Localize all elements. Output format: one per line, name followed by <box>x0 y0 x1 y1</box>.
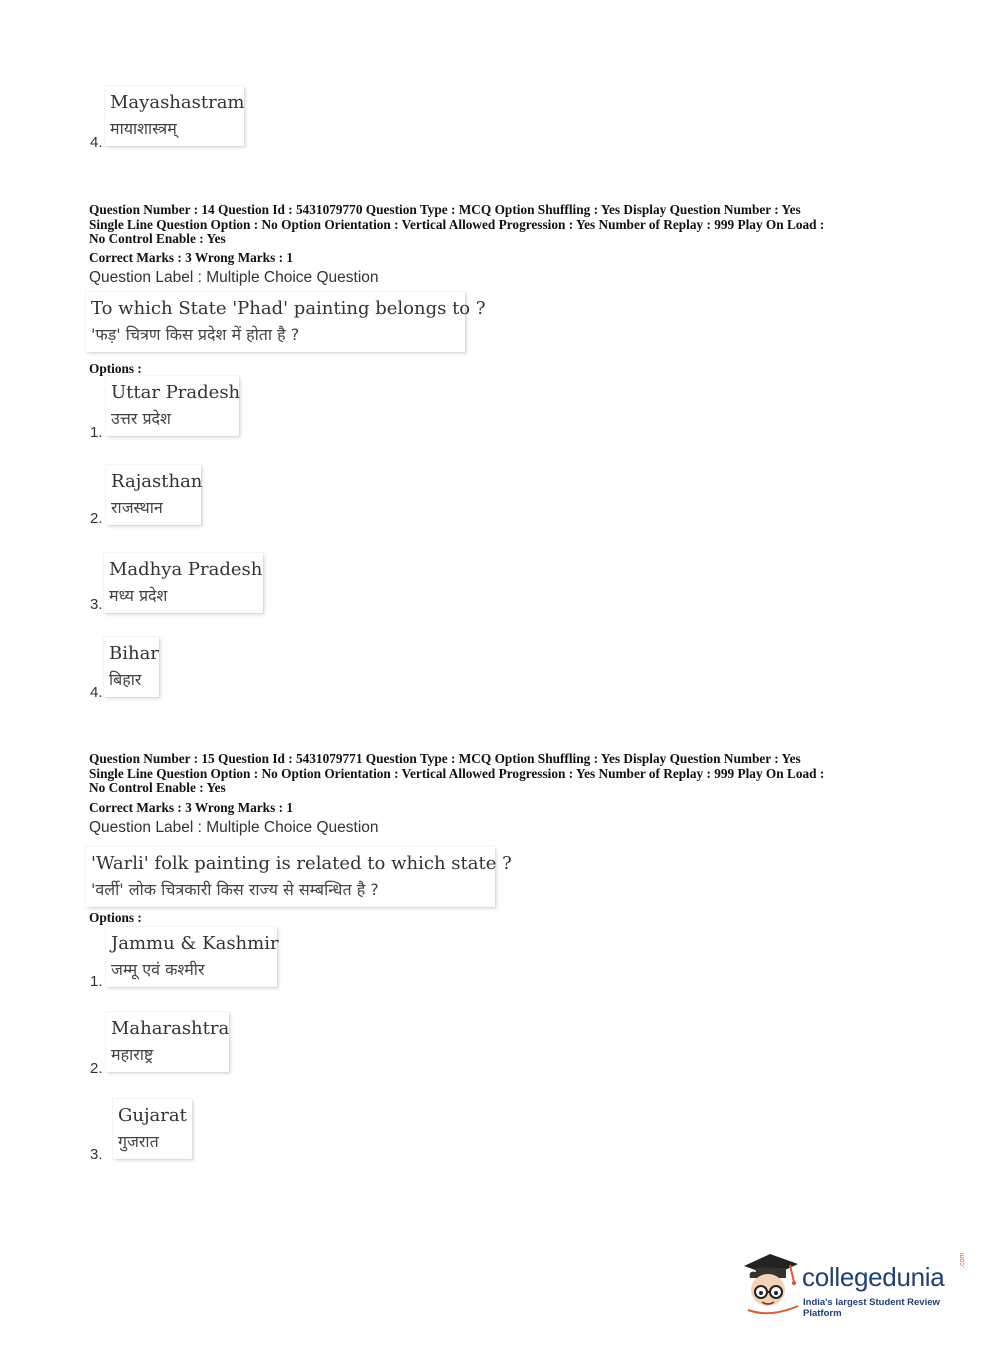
option-text-en: Uttar Pradesh <box>111 382 241 403</box>
option-number: 1. <box>90 973 103 990</box>
option-text-hi: मध्य प्रदेश <box>109 586 168 605</box>
option-number: 1. <box>90 424 103 441</box>
question-text-en: To which State 'Phad' painting belongs to ? <box>91 298 486 319</box>
question-14-meta <box>89 203 919 247</box>
meta-line: No Control Enable : Yes <box>89 231 226 247</box>
option-text-en: Gujarat <box>118 1105 187 1126</box>
option-number: 3. <box>90 596 103 613</box>
meta-line: Question Number : 15 Question Id : 5431079771 Question Type : MCQ Option Shuffling : Yes Display Question Number : Yes <box>89 751 801 766</box>
logo-tagline: India's largest Student Review Platform <box>803 1297 940 1319</box>
question-text-en: 'Warli' folk painting is related to which state ? <box>91 853 512 874</box>
q15-option-1-box <box>106 927 277 987</box>
meta-line: Single Line Question Option : No Option Orientation : Vertical Allowed Progression : Yes Number of Replay : 999 Play On Load : <box>89 765 825 781</box>
option-text-hi: गुजरात <box>118 1132 159 1151</box>
option-text-en: Bihar <box>109 643 159 664</box>
prev-option-4-box <box>105 86 244 146</box>
q14-option-2-box <box>106 465 201 525</box>
mascot-icon <box>740 1248 802 1318</box>
meta-line: Question Number : 14 Question Id : 5431079770 Question Type : MCQ Option Shuffling : Yes Display Question Number : Yes <box>89 202 801 217</box>
question-15-options-heading: Options : <box>89 910 142 925</box>
option-text-hi: बिहार <box>109 670 142 689</box>
option-number: 2. <box>90 510 103 527</box>
question-14-options-heading: Options : <box>89 361 142 376</box>
option-text-en: Jammu & Kashmir <box>111 933 279 954</box>
q15-option-3-box <box>113 1099 192 1159</box>
q14-option-4-box <box>104 637 159 697</box>
question-15-label: Question Label : Multiple Choice Question <box>89 819 379 836</box>
q14-option-3-box <box>104 553 263 613</box>
option-text-en: Madhya Pradesh <box>109 559 263 580</box>
question-text-hi: 'वर्ली' लोक चित्रकारी किस राज्य से सम्बन्धित है ? <box>91 880 379 899</box>
option-text-en: Mayashastram <box>110 92 245 113</box>
option-text-hi: मायाशास्त्रम् <box>110 119 177 138</box>
option-number: 4. <box>90 134 103 151</box>
question-14-label: Question Label : Multiple Choice Question <box>89 269 379 286</box>
logo-domain-suffix: .com <box>959 1252 966 1268</box>
question-text-hi: 'फड़' चित्रण किस प्रदेश में होता है ? <box>91 325 300 344</box>
option-number: 3. <box>90 1146 103 1163</box>
meta-line: No Control Enable : Yes <box>89 780 226 796</box>
option-text-hi: महाराष्ट्र <box>111 1045 154 1064</box>
option-text-hi: जम्मू एवं कश्मीर <box>111 960 205 979</box>
meta-line: Single Line Question Option : No Option Orientation : Vertical Allowed Progression : Yes Number of Replay : 999 Play On Load : <box>89 216 825 232</box>
option-number: 2. <box>90 1060 103 1077</box>
option-number: 4. <box>90 684 103 701</box>
option-text-hi: उत्तर प्रदेश <box>111 409 171 428</box>
question-14-marks: Correct Marks : 3 Wrong Marks : 1 <box>89 250 293 265</box>
option-text-hi: राजस्थान <box>111 498 163 517</box>
logo-wordmark: collegedunia <box>802 1262 945 1292</box>
option-text-en: Maharashtra <box>111 1018 230 1039</box>
q15-option-2-box <box>106 1012 229 1072</box>
question-14-text-box <box>86 292 486 352</box>
option-text-en: Rajasthan <box>111 471 203 492</box>
question-15-text-box <box>86 847 512 907</box>
collegedunia-logo <box>740 1248 970 1318</box>
question-15-meta <box>89 752 919 796</box>
question-15-marks: Correct Marks : 3 Wrong Marks : 1 <box>89 800 293 815</box>
q14-option-1-box <box>106 376 239 436</box>
